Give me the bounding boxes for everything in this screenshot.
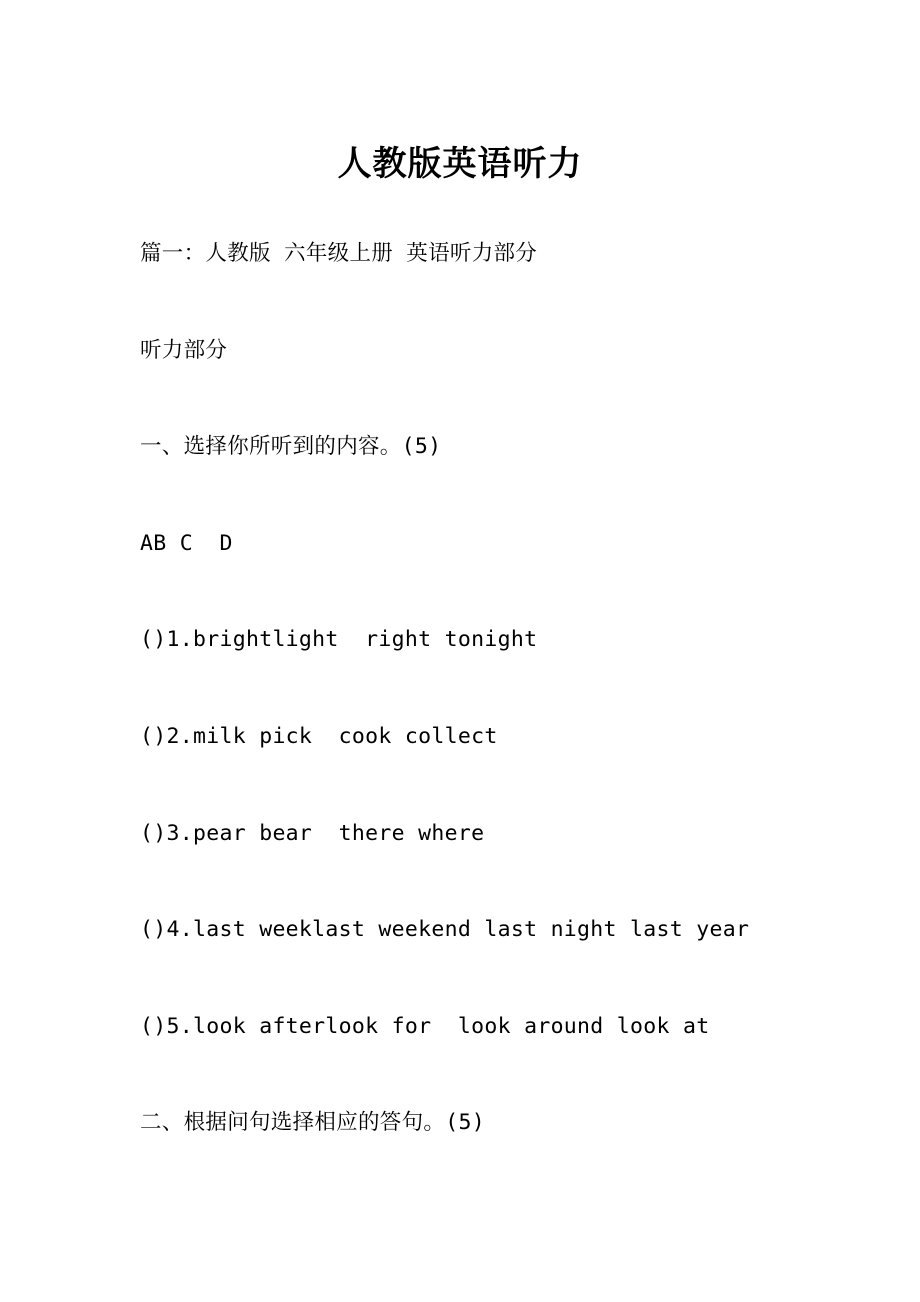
- question-item-5: ()5.look afterlook for look around look at: [140, 1013, 710, 1039]
- part-heading: 听力部分: [140, 337, 228, 363]
- question-heading-1: 一、选择你所听到的内容。(5): [140, 434, 442, 460]
- question-item-3: ()3.pear bear there where: [140, 820, 485, 846]
- question-item-1: ()1.brightlight right tonight: [140, 627, 538, 653]
- question-item-2: ()2.milk pick cook collect: [140, 723, 498, 749]
- question-item-4: ()4.last weeklast weekend last night last year: [140, 917, 750, 943]
- question-heading-2: 二、根据问句选择相应的答句。(5): [140, 1110, 485, 1136]
- section-heading: 篇一：人教版 六年级上册 英语听力部分: [140, 241, 538, 266]
- document-body: [140, 232, 880, 1198]
- document-title: 人教版英语听力: [337, 143, 583, 184]
- option-letters: AB C D: [140, 530, 233, 556]
